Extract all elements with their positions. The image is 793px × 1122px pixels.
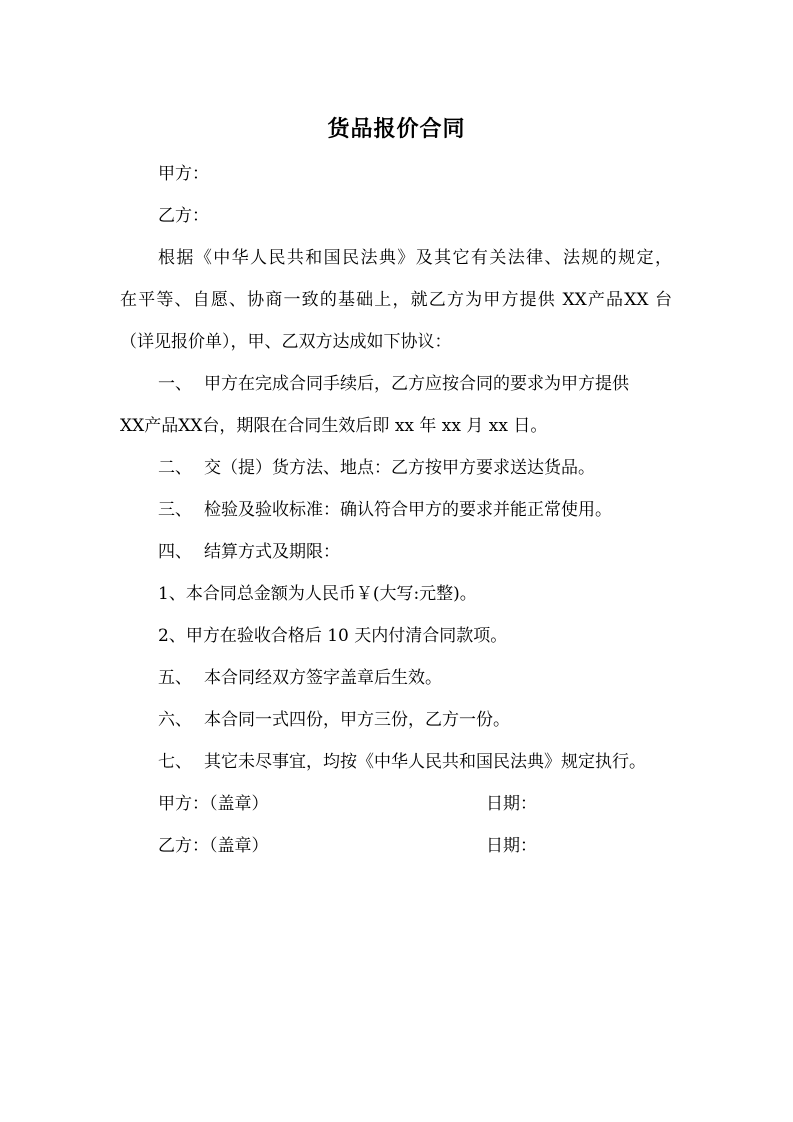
clause-5-text: 本合同经双方签字盖章后生效。 (204, 668, 442, 688)
clause-1-number: 一、 (158, 374, 192, 394)
clause-7-number: 七、 (158, 752, 192, 772)
party-b-seal: 乙方：（盖章） (158, 836, 269, 856)
clause-5 (158, 666, 442, 690)
clause-4-number: 四、 (158, 542, 192, 562)
clause-1-line-1 (158, 372, 672, 396)
clause-6-number: 六、 (158, 710, 192, 730)
clause-2-number: 二、 (158, 458, 192, 478)
party-a-seal: 甲方：（盖章） (158, 794, 269, 814)
clause-5-number: 五、 (158, 668, 192, 688)
clause-6 (158, 708, 510, 732)
document-title: 货品报价合同 (327, 116, 466, 142)
clause-4-text: 结算方式及期限： (204, 542, 340, 562)
clause-2 (158, 456, 595, 480)
intro-line-2: 在平等、自愿、协商一致的基础上，就乙方为甲方提供 XX产品XX 台 (120, 290, 672, 310)
clause-7-text: 其它未尽事宜，均按《中华人民共和国民法典》规定执行。 (204, 752, 646, 772)
clause-1-text: 甲方在完成合同手续后，乙方应按合同的要求为甲方提供 (204, 374, 629, 394)
clause-3-number: 三、 (158, 500, 192, 520)
intro-line-3: （详见报价单），甲、乙双方达成如下协议： (120, 332, 452, 352)
clause-3-text: 检验及验收标准：确认符合甲方的要求并能正常使用。 (204, 500, 612, 520)
clause-4 (158, 540, 340, 564)
clause-4-sub-1: 1、本合同总金额为人民币￥(大写:元整)。 (158, 584, 477, 604)
clause-6-text: 本合同一式四份，甲方三份，乙方一份。 (204, 710, 510, 730)
party-a-date: 日期： (486, 794, 537, 814)
party-a-line: 甲方： (158, 164, 209, 184)
clause-1-line-2: XX产品XX台，期限在合同生效后即 xx 年 xx 月 xx 日。 (120, 416, 548, 436)
clause-2-text: 交（提）货方法、地点：乙方按甲方要求送达货品。 (204, 458, 595, 478)
clause-4-sub-2: 2、甲方在验收合格后 10 天内付清合同款项。 (158, 626, 508, 646)
intro-line-1: 根据《中华人民共和国民法典》及其它有关法律、法规的规定， (158, 248, 672, 268)
clause-7 (158, 750, 646, 774)
party-b-line: 乙方： (158, 206, 209, 226)
party-b-date: 日期： (486, 836, 537, 856)
clause-3 (158, 498, 612, 522)
